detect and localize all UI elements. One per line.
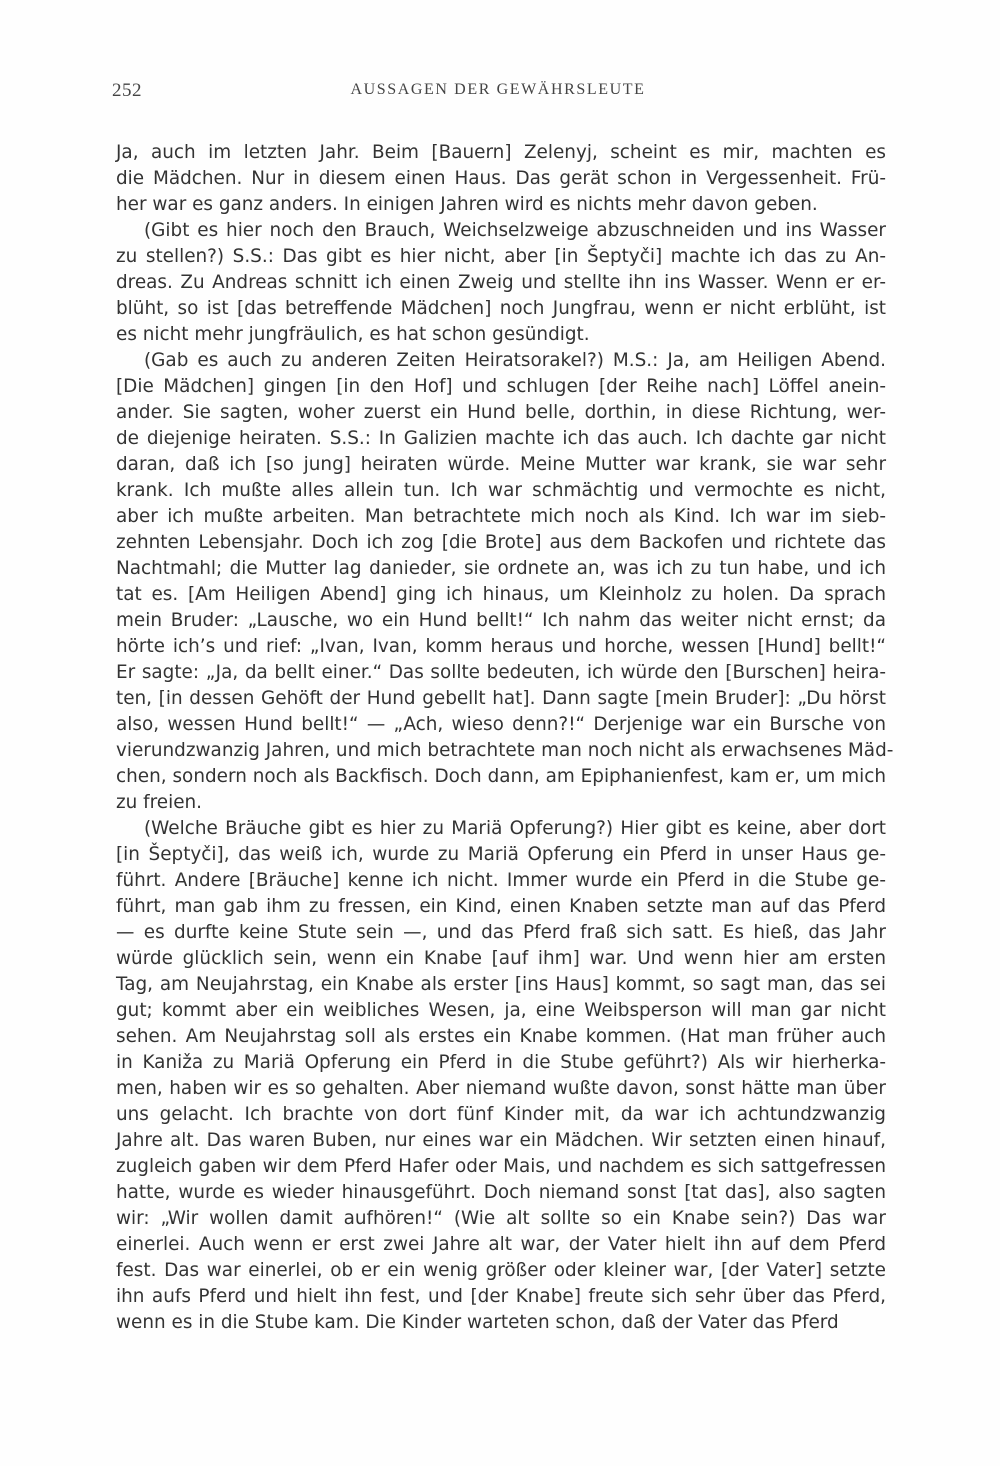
text-line: hatte, wurde es wieder hinausgeführt. Doch niemand sonst [tat das], also sagten — [116, 1182, 886, 1203]
text-line: dreas. Zu Andreas schnitt ich einen Zweig und stellte ihn ins Wasser. Wenn er er- — [116, 272, 886, 293]
text-line: zugleich gaben wir dem Pferd Hafer oder Mais, und nachdem es sich sattgefressen — [116, 1156, 886, 1177]
text-line: gut; kommt aber ein weibliches Wesen, ja, eine Weibsperson will man gar nicht — [116, 1000, 886, 1021]
text-line: zu freien. — [116, 792, 203, 813]
text-line: ten, [in dessen Gehöft der Hund gebellt hat]. Dann sagte [mein Bruder]: „Du hörst — [116, 688, 886, 709]
text-line: tat es. [Am Heiligen Abend] ging ich hinaus, um Kleinholz zu holen. Da sprach — [116, 584, 886, 605]
text-line: fest. Das war einerlei, ob er ein wenig größer oder kleiner war, [der Vater] setzte — [116, 1260, 886, 1281]
text-line: men, haben wir es so gehalten. Aber niemand wußte davon, sonst hätte man über — [116, 1078, 886, 1099]
text-line: (Gab es auch zu anderen Zeiten Heiratsorakel?) M.S.: Ja, am Heiligen Abend. — [144, 350, 886, 371]
text-line: wenn es in die Stube kam. Die Kinder warteten schon, daß der Vater das Pferd — [116, 1312, 839, 1333]
text-line: zu stellen?) S.S.: Das gibt es hier nicht, aber [in Šeptyči] machte ich das zu An- — [116, 246, 886, 267]
text-line: uns gelacht. Ich brachte von dort fünf Kinder mit, da war ich achtundzwanzig — [116, 1104, 886, 1125]
text-line: vierundzwanzig Jahren, und mich betrachtete man noch nicht als erwachsenes Mäd- — [116, 740, 894, 761]
text-line: — es durfte keine Stute sein —, und das Pferd fraß sich satt. Es hieß, das Jahr — [116, 922, 886, 943]
text-line: zehnten Lebensjahr. Doch ich zog [die Brote] aus dem Backofen und richtete das — [116, 532, 886, 553]
text-line: her war es ganz anders. In einigen Jahren wird es nichts mehr davon geben. — [116, 194, 818, 215]
text-line: sehen. Am Neujahrstag soll als erstes ein Knabe kommen. (Hat man früher auch — [116, 1026, 886, 1047]
text-line: blüht, so ist [das betreffende Mädchen] noch Jungfrau, wenn er nicht erblüht, ist — [116, 298, 886, 319]
text-line: führt, man gab ihm zu fressen, ein Kind, einen Knaben setzte man auf das Pferd — [116, 896, 886, 917]
text-line: führt. Andere [Bräuche] kenne ich nicht. Immer wurde ein Pferd in die Stube ge- — [116, 870, 886, 891]
text-line: die Mädchen. Nur in diesem einen Haus. Das gerät schon in Vergessenheit. Frü- — [116, 168, 886, 189]
text-line: (Welche Bräuche gibt es hier zu Mariä Opferung?) Hier gibt es keine, aber dort — [144, 818, 886, 839]
text-line: [Die Mädchen] gingen [in den Hof] und schlugen [der Reihe nach] Löffel anein- — [116, 376, 886, 397]
text-line: also, wessen Hund bellt!“ — „Ach, wieso denn?!“ Derjenige war ein Bursche von — [116, 714, 886, 735]
text-line: ander. Sie sagten, woher zuerst ein Hund belle, dorthin, in diese Richtung, wer- — [116, 402, 886, 423]
text-line: (Gibt es hier noch den Brauch, Weichselzweige abzuschneiden und ins Wasser — [144, 220, 886, 241]
text-line: de diejenige heiraten. S.S.: In Galizien machte ich das auch. Ich dachte gar nicht — [116, 428, 886, 449]
text-line: Nachtmahl; die Mutter lag danieder, sie ordnete an, was ich zu tun habe, und ich — [116, 558, 886, 579]
text-line: Ja, auch im letzten Jahr. Beim [Bauern] Zelenyj, scheint es mir, machten es — [116, 142, 886, 163]
text-line: in Kaniža zu Mariä Opferung ein Pferd in die Stube geführt?) Als wir hierherka- — [116, 1052, 886, 1073]
text-line: würde glücklich sein, wenn ein Knabe [auf ihm] war. Und wenn hier am ersten — [116, 948, 886, 969]
text-line: hörte ich’s und rief: „Ivan, Ivan, komm heraus und horche, wessen [Hund] bellt!“ — [116, 636, 886, 657]
text-line: Tag, am Neujahrstag, ein Knabe als erster [ins Haus] kommt, so sagt man, das sei — [116, 974, 886, 995]
text-line: Jahre alt. Das waren Buben, nur eines war ein Mädchen. Wir setzten einen hinauf, — [116, 1130, 886, 1151]
page-number: 252 — [112, 80, 142, 101]
text-line: chen, sondern noch als Backfisch. Doch dann, am Epiphanienfest, kam er, um mich — [116, 766, 886, 787]
text-line: krank. Ich mußte alles allein tun. Ich war schmächtig und vermochte es nicht, — [116, 480, 886, 501]
text-line: ihn aufs Pferd und hielt ihn fest, und [der Knabe] freute sich sehr über das Pferd, — [116, 1286, 886, 1307]
text-line: aber ich mußte arbeiten. Man betrachtete mich noch als Kind. Ich war im sieb- — [116, 506, 886, 527]
text-line: [in Šeptyči], das weiß ich, wurde zu Mariä Opferung ein Pferd in unser Haus ge- — [116, 844, 886, 865]
text-line: wir: „Wir wollen damit aufhören!“ (Wie alt sollte so ein Knabe sein?) Das war — [116, 1208, 886, 1229]
text-line: einerlei. Auch wenn er erst zwei Jahre alt war, der Vater hielt ihn auf dem Pferd — [116, 1234, 886, 1255]
text-line: mein Bruder: „Lausche, wo ein Hund bellt!“ Ich nahm das weiter nicht ernst; da — [116, 610, 886, 631]
text-line: daran, daß ich [so jung] heiraten würde. Meine Mutter war krank, sie war sehr — [116, 454, 886, 475]
page-header — [112, 80, 884, 104]
running-head: AUSSAGEN DER GEWÄHRSLEUTE — [350, 81, 646, 98]
text-line: es nicht mehr jungfräulich, es hat schon gesündigt. — [116, 324, 590, 345]
text-line: Er sagte: „Ja, da bellt einer.“ Das sollte bedeuten, ich würde den [Burschen] heira- — [116, 662, 886, 683]
